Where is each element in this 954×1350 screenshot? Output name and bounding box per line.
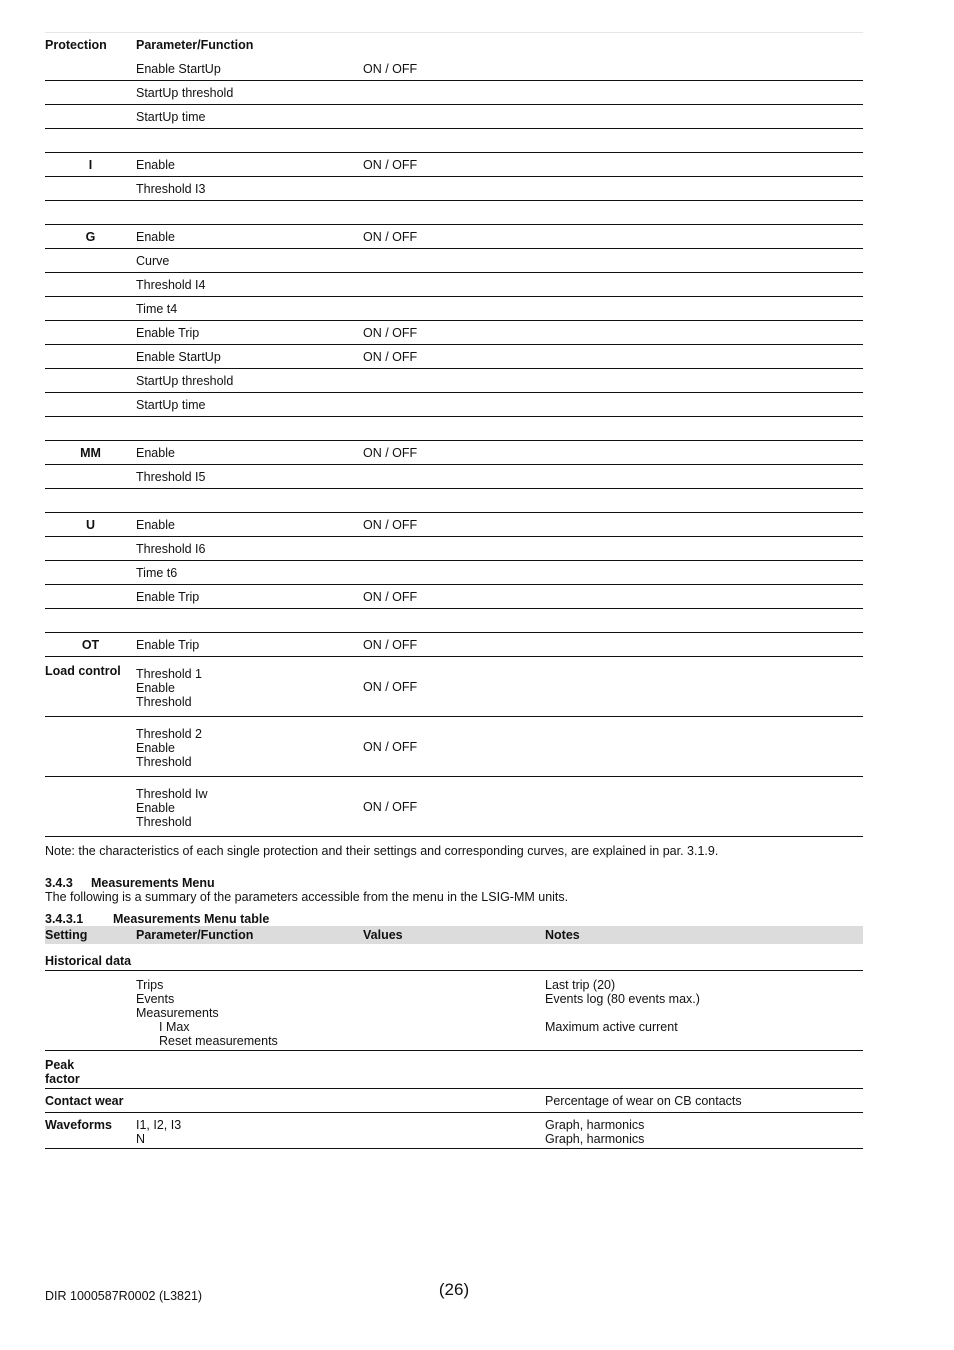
- waveform-param-neutral: N: [136, 1132, 146, 1146]
- protection-code: [45, 297, 136, 321]
- table-row: [45, 225, 863, 249]
- param-measurements: Measurements: [136, 1006, 219, 1020]
- parameter-name: Curve: [136, 249, 363, 273]
- parameter-value: [363, 393, 545, 417]
- note-events: Events log (80 events max.): [545, 992, 700, 1006]
- section-number: 3.4.3: [45, 876, 73, 890]
- subsection-title: Measurements Menu table: [113, 912, 270, 926]
- section-title: Measurements Menu: [91, 876, 215, 890]
- table-row: [45, 1051, 863, 1089]
- parameter-value: [363, 129, 545, 153]
- table-row: [45, 417, 863, 441]
- protection-code: MM: [45, 441, 136, 465]
- parameter-name: StartUp threshold: [136, 369, 363, 393]
- parameter-value: ON / OFF: [363, 441, 545, 465]
- load-control-param: Threshold: [136, 755, 192, 769]
- table-row: [45, 944, 863, 971]
- parameter-name: StartUp time: [136, 393, 363, 417]
- load-control-param: Threshold Iw: [136, 787, 208, 801]
- load-control-value: ON / OFF: [363, 717, 545, 777]
- parameter-name: [136, 417, 363, 441]
- load-control-row: [45, 657, 863, 717]
- protection-code: [45, 465, 136, 489]
- table-row: [45, 441, 863, 465]
- load-control-param: Threshold: [136, 695, 192, 709]
- header-parameter-function: Parameter/Function: [136, 926, 363, 944]
- load-control-row: [45, 717, 863, 777]
- table-row: [45, 609, 863, 633]
- protection-code: [45, 369, 136, 393]
- contact-wear-label: Contact wear: [45, 1089, 545, 1113]
- header-parameter: Parameter/Function: [136, 38, 254, 52]
- parameter-name: Threshold I6: [136, 537, 363, 561]
- load-control-param: Enable: [136, 801, 175, 815]
- parameter-name: Threshold I5: [136, 465, 363, 489]
- table-row: [45, 513, 863, 537]
- table-row: [45, 633, 863, 657]
- table-row: [45, 105, 863, 129]
- param-trips: Trips: [136, 978, 164, 992]
- protection-code: [45, 177, 136, 201]
- table-row: [45, 393, 863, 417]
- load-control-params: [136, 657, 363, 717]
- table-row: [45, 465, 863, 489]
- parameter-name: Enable: [136, 513, 363, 537]
- protection-code: [45, 561, 136, 585]
- table-row: [45, 489, 863, 513]
- table-row: [45, 297, 863, 321]
- parameter-name: Time t4: [136, 297, 363, 321]
- table-row: [45, 537, 863, 561]
- protection-table-header: [45, 33, 863, 57]
- table-row: [45, 1089, 863, 1113]
- table-row: [45, 249, 863, 273]
- protection-code: U: [45, 513, 136, 537]
- parameter-value: ON / OFF: [363, 633, 545, 657]
- waveform-note-neutral: Graph, harmonics: [545, 1132, 645, 1146]
- parameter-value: [363, 369, 545, 393]
- parameter-value: [363, 561, 545, 585]
- load-control-params: [136, 717, 363, 777]
- table-row: [45, 177, 863, 201]
- parameter-name: StartUp time: [136, 105, 363, 129]
- protection-code: [45, 129, 136, 153]
- table-row: [45, 81, 863, 105]
- protection-code: [45, 489, 136, 513]
- historical-notes: [545, 971, 863, 1051]
- load-control-param: Threshold: [136, 815, 192, 829]
- parameter-value: [363, 537, 545, 561]
- parameter-name: Enable Trip: [136, 633, 363, 657]
- param-reset-measurements: Reset measurements: [159, 1034, 278, 1048]
- section-heading: [45, 876, 863, 890]
- subsection-heading: [45, 912, 863, 926]
- parameter-name: Enable: [136, 225, 363, 249]
- page-number: (26): [438, 1280, 470, 1299]
- table-row: [45, 273, 863, 297]
- parameter-value: ON / OFF: [363, 321, 545, 345]
- load-control-param: Threshold 2: [136, 727, 203, 741]
- measurements-table-header: [45, 926, 863, 944]
- parameter-value: [363, 609, 545, 633]
- table-row: [45, 369, 863, 393]
- parameter-name: Enable: [136, 153, 363, 177]
- header-protection: Protection: [45, 38, 107, 52]
- parameter-name: StartUp threshold: [136, 81, 363, 105]
- parameter-name: Enable: [136, 441, 363, 465]
- parameter-name: Enable Trip: [136, 585, 363, 609]
- protection-code: [45, 105, 136, 129]
- table-row: [45, 585, 863, 609]
- header-notes: Notes: [545, 926, 863, 944]
- document-code: DIR 1000587R0002 (L3821): [45, 1289, 203, 1303]
- waveform-note-phases: Graph, harmonics: [545, 1118, 645, 1132]
- table-row: [45, 129, 863, 153]
- load-control-value: ON / OFF: [363, 657, 545, 717]
- table-row: [45, 201, 863, 225]
- subsection-number: 3.4.3.1: [45, 912, 84, 926]
- parameter-value: [363, 273, 545, 297]
- parameter-value: [363, 489, 545, 513]
- peak-factor-label: [45, 1051, 136, 1089]
- protection-code: [45, 81, 136, 105]
- protection-code: [45, 393, 136, 417]
- param-events: Events: [136, 992, 175, 1006]
- parameter-name: Threshold I3: [136, 177, 363, 201]
- header-setting: Setting: [45, 926, 136, 944]
- header-values: Values: [363, 926, 545, 944]
- page-content: [45, 32, 863, 1149]
- protection-table: [45, 33, 863, 837]
- protection-code: [45, 201, 136, 225]
- parameter-value: [363, 417, 545, 441]
- load-control-param: Enable: [136, 741, 175, 755]
- parameter-name: Time t6: [136, 561, 363, 585]
- parameter-value: [363, 297, 545, 321]
- waveform-param-phases: I1, I2, I3: [136, 1118, 182, 1132]
- protection-code: [45, 417, 136, 441]
- waveforms-notes: [545, 1113, 863, 1149]
- parameter-value: ON / OFF: [363, 225, 545, 249]
- table-row: [45, 321, 863, 345]
- parameter-name: [136, 609, 363, 633]
- protection-code: [45, 273, 136, 297]
- parameter-name: Enable StartUp: [136, 345, 363, 369]
- parameter-value: [363, 249, 545, 273]
- measurements-table: [45, 926, 863, 1149]
- parameter-value: ON / OFF: [363, 153, 545, 177]
- parameter-value: [363, 465, 545, 489]
- parameter-value: ON / OFF: [363, 345, 545, 369]
- load-control-params: [136, 777, 363, 837]
- parameter-name: [136, 129, 363, 153]
- parameter-value: [363, 177, 545, 201]
- param-imax: I Max: [159, 1020, 190, 1034]
- waveforms-label: Waveforms: [45, 1113, 136, 1149]
- protection-code: [45, 537, 136, 561]
- load-control-label: Load control: [45, 657, 136, 717]
- protection-code: [45, 609, 136, 633]
- protection-code: I: [45, 153, 136, 177]
- section-intro: The following is a summary of the parameters accessible from the menu in the LSIG-MM units.: [45, 890, 569, 904]
- load-control-row: [45, 777, 863, 837]
- parameter-value: [363, 105, 545, 129]
- protection-note: Note: the characteristics of each single protection and their settings and corresponding curves, are explained in par. 3.1.9.: [45, 844, 719, 858]
- protection-code: [45, 249, 136, 273]
- table-row: [45, 971, 863, 1051]
- load-control-param: Enable: [136, 681, 175, 695]
- peak-label-line1: Peak: [45, 1058, 75, 1072]
- peak-label-line2: factor: [45, 1072, 80, 1086]
- parameter-name: [136, 201, 363, 225]
- load-control-param: Threshold 1: [136, 667, 203, 681]
- parameter-value: [363, 201, 545, 225]
- protection-code: OT: [45, 633, 136, 657]
- parameter-name: Enable Trip: [136, 321, 363, 345]
- note-imax: Maximum active current: [545, 1020, 678, 1034]
- waveforms-params: [136, 1113, 363, 1149]
- load-control-value: ON / OFF: [363, 777, 545, 837]
- protection-code: G: [45, 225, 136, 249]
- protection-code: [45, 345, 136, 369]
- parameter-value: ON / OFF: [363, 585, 545, 609]
- parameter-value: ON / OFF: [363, 57, 545, 81]
- parameter-value: ON / OFF: [363, 513, 545, 537]
- protection-code: [45, 321, 136, 345]
- table-row: [45, 561, 863, 585]
- parameter-name: Enable StartUp: [136, 57, 363, 81]
- contact-wear-note: Percentage of wear on CB contacts: [545, 1089, 863, 1113]
- table-row: [45, 153, 863, 177]
- table-row: [45, 345, 863, 369]
- historical-data-label: Historical data: [45, 944, 863, 971]
- protection-code: [45, 585, 136, 609]
- parameter-value: [363, 81, 545, 105]
- parameter-name: Threshold I4: [136, 273, 363, 297]
- parameter-name: [136, 489, 363, 513]
- table-row: [45, 57, 863, 81]
- note-trips: Last trip (20): [545, 978, 616, 992]
- protection-code: [45, 57, 136, 81]
- historical-params: [136, 971, 363, 1051]
- table-row: [45, 1113, 863, 1149]
